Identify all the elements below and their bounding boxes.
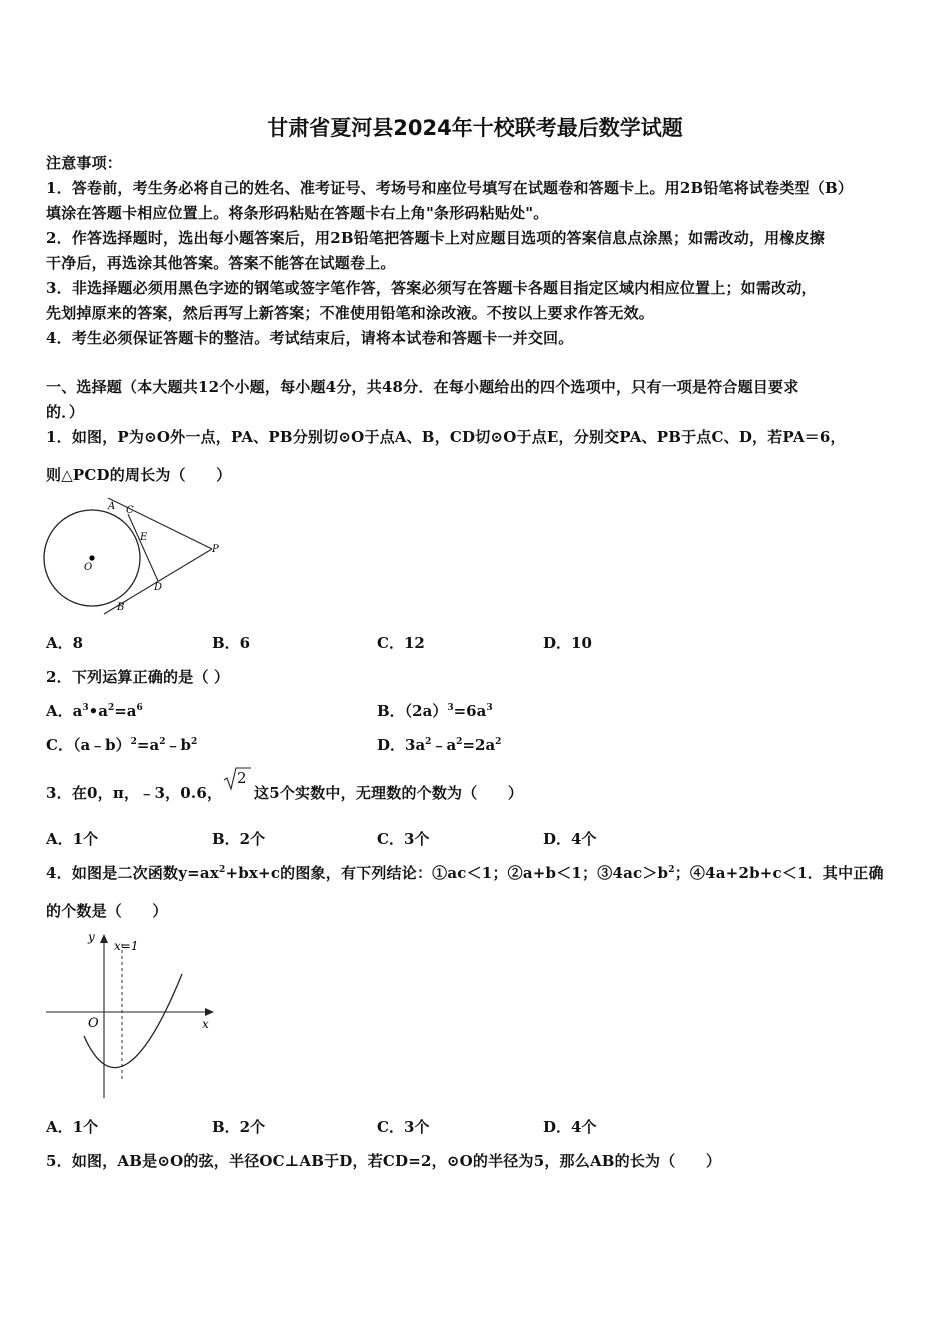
label-o: O xyxy=(84,562,93,573)
q3-stem-post: 这5个实数中，无理数的个数为（ ） xyxy=(254,784,524,802)
notice-line: 4．考生必须保证答题卡的整洁。考试结束后，请将本试卷和答题卡一并交回。 xyxy=(46,329,574,347)
tangent-cd xyxy=(128,514,158,581)
notice-line: 2．作答选择题时，选出每小题答案后，用2B铅笔把答题卡上对应题目选项的答案信息点涂黑；如需改动，用橡皮擦 xyxy=(46,229,825,247)
q1-option-c: C．12 xyxy=(377,634,425,652)
q3-option-a: A．1个 xyxy=(46,830,99,848)
label-a: A xyxy=(108,501,116,512)
label-axis-x1: x=1 xyxy=(114,939,139,953)
q3-option-d: D．4个 xyxy=(543,830,597,848)
label-b: B xyxy=(117,602,125,613)
q1-option-b: B．6 xyxy=(212,634,251,652)
page-title: 甘肃省夏河县2024年十校联考最后数学试题 xyxy=(267,116,683,140)
q1-stem-cont: 则△PCD的周长为（ ） xyxy=(46,466,232,484)
q1-stem: 1．如图，P为⊙O外一点，PA、PB分别切⊙O于点A、B，CD切⊙O于点E，分别交PA、PB于点C、D，若PA＝6， xyxy=(46,428,846,446)
notice-line: 填涂在答题卡相应位置上。将条形码粘贴在答题卡右上角"条形码粘贴处"。 xyxy=(46,204,549,222)
label-d: D xyxy=(154,582,163,593)
q3-option-c: C．3个 xyxy=(377,830,430,848)
label-origin: O xyxy=(88,1016,99,1031)
q1-option-d: D．10 xyxy=(543,634,592,652)
label-c: C xyxy=(126,505,134,516)
q1-option-a: A．8 xyxy=(46,634,84,652)
q4-option-a: A．1个 xyxy=(46,1118,99,1136)
label-x: x xyxy=(202,1017,209,1031)
sqrt-2-expression xyxy=(222,766,252,792)
label-p: P xyxy=(212,544,219,555)
q2-option-b: B．$(2a)^3=6a^3$ xyxy=(377,702,493,720)
q3-stem-pre: 3．在0，π，﹣3，0.6， xyxy=(46,784,223,802)
q2-option-d: D．$3a^2﹣a^2=2a^2$ xyxy=(377,736,502,754)
parabola-curve xyxy=(84,974,182,1068)
q4-stem: 4．如图是二次函数$y=ax^2+bx+c$的图象，有下列结论：①ac＜1；②a+b＜1；$③4ac>b^2$；④4a+2b+c＜1．其中正确 xyxy=(46,864,884,882)
q4-option-c: C．3个 xyxy=(377,1118,430,1136)
notice-line: 3．非选择题必须用黑色字迹的钢笔或签字笔作答，答案必须写在答题卡各题目指定区域内相应位置上；如需改动， xyxy=(46,279,817,297)
q1-circle-tangent-figure xyxy=(40,498,230,618)
q2-option-a: A．$a^3•a^2=a^6$ xyxy=(46,702,143,720)
notice-heading: 注意事项： xyxy=(46,154,123,172)
notice-line: 1．答卷前，考生务必将自己的姓名、准考证号、考场号和座位号填写在试题卷和答题卡上。用2B铅笔将试卷类型（B） xyxy=(46,179,854,197)
label-e: E xyxy=(140,532,148,543)
q3-option-b: B．2个 xyxy=(212,830,266,848)
x-axis-arrow xyxy=(205,1008,214,1016)
q4-option-d: D．4个 xyxy=(543,1118,597,1136)
notice-line: 干净后，再选涂其他答案。答案不能答在试题卷上。 xyxy=(46,254,396,272)
section-heading: 一、选择题（本大题共12个小题，每小题4分，共48分．在每小题给出的四个选项中，只有一项是符合题目要求 xyxy=(46,378,799,396)
section-heading-cont: 的．） xyxy=(46,403,85,421)
center-o-dot xyxy=(89,555,94,560)
y-axis-arrow xyxy=(100,934,108,943)
q4-stem-cont: 的个数是（ ） xyxy=(46,902,168,920)
q4-parabola-figure xyxy=(44,928,220,1100)
label-y: y xyxy=(88,930,95,944)
notice-line: 先划掉原来的答案，然后再写上新答案；不准使用铅笔和涂改液。不按以上要求作答无效。 xyxy=(46,304,655,322)
q2-option-c: C．$(a﹣b)^2=a^2﹣b^2$ xyxy=(46,736,198,754)
q4-option-b: B．2个 xyxy=(212,1118,266,1136)
tangent-pa xyxy=(104,498,212,549)
q2-stem: 2．下列运算正确的是（ ） xyxy=(46,668,230,686)
q5-stem: 5．如图，AB是⊙O的弦，半径OC⊥AB于D，若CD=2，⊙O的半径为5，那么AB的长为（ ） xyxy=(46,1152,722,1170)
sqrt-argument: 2 xyxy=(237,769,247,787)
